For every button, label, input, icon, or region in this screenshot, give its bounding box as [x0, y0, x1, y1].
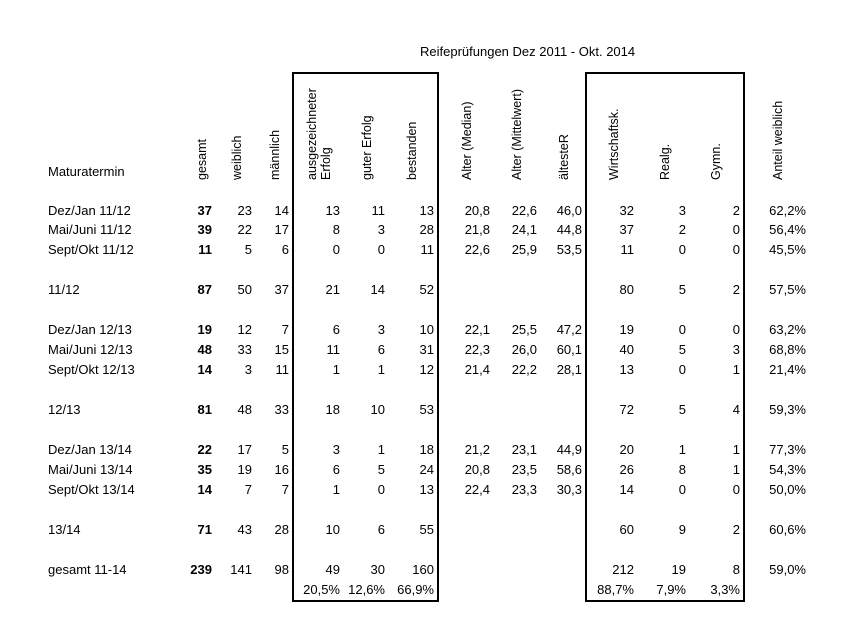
table-cell: 0: [732, 322, 740, 337]
table-cell: 13: [419, 482, 434, 497]
table-cell: 14: [370, 282, 385, 297]
table-cell: 17: [237, 442, 252, 457]
table-cell: 11: [620, 242, 634, 257]
header-weiblich: weiblich: [230, 135, 244, 180]
table-cell: 0: [678, 362, 686, 377]
table-cell: 5: [678, 282, 686, 297]
table-cell: 24: [419, 462, 434, 477]
table-cell: 53: [419, 402, 434, 417]
table-cell: 21,4: [464, 362, 490, 377]
table-cell: 87: [197, 282, 212, 297]
table-cell: 32: [619, 203, 634, 218]
row-label: 11/12: [48, 282, 80, 297]
table-cell: 21: [325, 282, 340, 297]
table-cell: 6: [281, 242, 289, 257]
table-cell: 53,5: [556, 242, 582, 257]
table-cell: 14: [197, 482, 212, 497]
row-label: Sept/Okt 13/14: [48, 482, 135, 497]
table-cell: 1: [732, 362, 740, 377]
table-cell: 19: [237, 462, 252, 477]
table-cell: 22,3: [464, 342, 490, 357]
table-cell: 19: [619, 322, 634, 337]
row-label: Mai/Juni 13/14: [48, 462, 133, 477]
table-cell: 13: [619, 362, 634, 377]
table-cell: 39: [197, 222, 212, 237]
table-cell: 80: [619, 282, 634, 297]
table-cell: 2: [678, 222, 686, 237]
table-cell: 14: [197, 362, 212, 377]
table-cell: 239: [190, 562, 212, 577]
table-cell: 24,1: [511, 222, 537, 237]
table-cell: 1: [732, 442, 740, 457]
table-cell: 26: [619, 462, 634, 477]
table-cell: 4: [732, 402, 740, 417]
table-cell: 1: [678, 442, 686, 457]
table-cell: 55: [419, 522, 434, 537]
table-cell: 1: [377, 362, 385, 377]
table-cell: 11: [326, 342, 340, 357]
table-cell: 68,8%: [769, 342, 806, 357]
table-cell: 22: [197, 442, 212, 457]
header-wirtschaft: Wirtschaftsk.: [607, 108, 621, 180]
table-cell: 17: [274, 222, 289, 237]
table-cell: 22,6: [464, 242, 490, 257]
table-cell: 13: [419, 203, 434, 218]
header-maturatermin: Maturatermin: [48, 164, 125, 179]
table-cell: 6: [332, 322, 340, 337]
table-cell: 3: [678, 203, 686, 218]
table-cell: 20: [619, 442, 634, 457]
table-cell: 15: [274, 342, 289, 357]
table-cell: 160: [412, 562, 434, 577]
table-cell: 59,3%: [769, 402, 806, 417]
table-cell: 2: [732, 203, 740, 218]
table-cell: 60: [619, 522, 634, 537]
table-cell: 2: [732, 282, 740, 297]
percent-cell-gymn: 3,3%: [710, 582, 740, 597]
table-cell: 0: [678, 242, 686, 257]
table-cell: 3: [377, 222, 385, 237]
table-cell: 30: [370, 562, 385, 577]
table-cell: 37: [197, 203, 212, 218]
table-cell: 22,6: [511, 203, 537, 218]
table-cell: 98: [274, 562, 289, 577]
table-cell: 18: [325, 402, 340, 417]
table-cell: 44,8: [556, 222, 582, 237]
table-cell: 1: [732, 462, 740, 477]
table-cell: 5: [281, 442, 289, 457]
percent-cell-bestanden: 66,9%: [397, 582, 434, 597]
row-label: Mai/Juni 12/13: [48, 342, 133, 357]
header-ausgezeichnet: ausgezeichneter Erfolg: [305, 88, 333, 180]
table-cell: 9: [678, 522, 686, 537]
table-cell: 5: [244, 242, 252, 257]
table-cell: 20,8: [464, 462, 490, 477]
table-title: Reifeprüfungen Dez 2011 - Okt. 2014: [420, 44, 636, 59]
table-cell: 16: [274, 462, 289, 477]
table-cell: 14: [274, 203, 289, 218]
table-cell: 8: [332, 222, 340, 237]
table-cell: 28: [419, 222, 434, 237]
table-cell: 23: [237, 203, 252, 218]
table-cell: 22,4: [464, 482, 490, 497]
table-cell: 5: [678, 402, 686, 417]
header-anteil: Anteil weiblich: [771, 100, 785, 180]
table-cell: 62,2%: [769, 203, 806, 218]
table-cell: 72: [619, 402, 634, 417]
percent-cell-guter: 12,6%: [348, 582, 385, 597]
row-label: 13/14: [48, 522, 81, 537]
header-alter_median: Alter (Median): [460, 101, 474, 180]
table-cell: 7: [244, 482, 252, 497]
table-cell: 10: [325, 522, 340, 537]
table-cell: 40: [619, 342, 634, 357]
table-cell: 0: [377, 482, 385, 497]
table-cell: 57,5%: [769, 282, 806, 297]
table-cell: 10: [419, 322, 434, 337]
table-cell: 3: [732, 342, 740, 357]
table-cell: 35: [197, 462, 212, 477]
table-cell: 21,2: [464, 442, 490, 457]
table-cell: 141: [230, 562, 252, 577]
header-gymn: Gymn.: [709, 143, 723, 180]
table-cell: 0: [732, 482, 740, 497]
table-cell: 59,0%: [769, 562, 806, 577]
table-cell: 7: [281, 322, 289, 337]
table-cell: 3: [377, 322, 385, 337]
header-realg: Realg.: [658, 143, 672, 180]
table-cell: 0: [678, 482, 686, 497]
table-cell: 60,6%: [769, 522, 806, 537]
table-cell: 2: [732, 522, 740, 537]
table-cell: 45,5%: [769, 242, 806, 257]
header-bestanden: bestanden: [405, 121, 419, 180]
table-cell: 28,1: [556, 362, 582, 377]
table-cell: 20,8: [464, 203, 490, 218]
row-label: Sept/Okt 12/13: [48, 362, 135, 377]
table-cell: 21,4%: [769, 362, 806, 377]
table-cell: 14: [619, 482, 634, 497]
table-cell: 71: [197, 522, 212, 537]
table-cell: 11: [198, 242, 212, 257]
table-cell: 22,2: [511, 362, 537, 377]
row-label: Dez/Jan 11/12: [48, 203, 131, 218]
row-label: Dez/Jan 12/13: [48, 322, 132, 337]
table-cell: 13: [325, 203, 340, 218]
table-cell: 19: [671, 562, 686, 577]
header-aeltester: ältesteR: [557, 134, 571, 180]
table-cell: 58,6: [556, 462, 582, 477]
table-cell: 52: [419, 282, 434, 297]
table-cell: 22,1: [464, 322, 490, 337]
row-label: gesamt 11-14: [48, 562, 127, 577]
table-cell: 5: [377, 462, 385, 477]
table-cell: 28: [274, 522, 289, 537]
table-cell: 12: [237, 322, 252, 337]
table-cell: 37: [274, 282, 289, 297]
table-cell: 1: [377, 442, 385, 457]
table-cell: 77,3%: [769, 442, 806, 457]
table-cell: 56,4%: [769, 222, 806, 237]
table-cell: 54,3%: [769, 462, 806, 477]
table-cell: 47,2: [556, 322, 582, 337]
table-cell: 11: [420, 242, 434, 257]
table-cell: 0: [377, 242, 385, 257]
table-cell: 12: [419, 362, 434, 377]
table-cell: 5: [678, 342, 686, 357]
row-label: Dez/Jan 13/14: [48, 442, 132, 457]
table-cell: 8: [678, 462, 686, 477]
table-cell: 19: [197, 322, 212, 337]
table-cell: 33: [237, 342, 252, 357]
table-cell: 18: [419, 442, 434, 457]
table-cell: 7: [281, 482, 289, 497]
table-cell: 60,1: [556, 342, 582, 357]
table-cell: 30,3: [556, 482, 582, 497]
percent-cell-wirtschaft: 88,7%: [597, 582, 634, 597]
table-cell: 25,9: [511, 242, 537, 257]
table-cell: 0: [678, 322, 686, 337]
table-cell: 33: [274, 402, 289, 417]
table-cell: 50,0%: [769, 482, 806, 497]
table-cell: 1: [332, 482, 340, 497]
table-cell: 25,5: [511, 322, 537, 337]
table-cell: 63,2%: [769, 322, 806, 337]
percent-cell-realg: 7,9%: [656, 582, 686, 597]
table-cell: 0: [332, 242, 340, 257]
table-cell: 212: [612, 562, 634, 577]
table-cell: 8: [732, 562, 740, 577]
table-cell: 6: [377, 342, 385, 357]
table-cell: 3: [244, 362, 252, 377]
table-cell: 11: [371, 203, 385, 218]
table-cell: 22: [237, 222, 252, 237]
row-label: Mai/Juni 11/12: [48, 222, 132, 237]
table-cell: 50: [237, 282, 252, 297]
row-label: 12/13: [48, 402, 81, 417]
table-cell: 6: [377, 522, 385, 537]
table-cell: 6: [332, 462, 340, 477]
percent-cell-ausgezeichnet: 20,5%: [303, 582, 340, 597]
table-cell: 23,5: [511, 462, 537, 477]
table-cell: 44,9: [556, 442, 582, 457]
table-cell: 0: [732, 222, 740, 237]
row-label: Sept/Okt 11/12: [48, 242, 134, 257]
header-maennlich: männlich: [268, 129, 282, 180]
table-cell: 10: [370, 402, 385, 417]
table-cell: 11: [275, 362, 289, 377]
table-cell: 43: [237, 522, 252, 537]
table-cell: 0: [732, 242, 740, 257]
table-cell: 23,3: [511, 482, 537, 497]
header-guter: guter Erfolg: [360, 115, 374, 180]
table-cell: 3: [332, 442, 340, 457]
table-cell: 48: [197, 342, 212, 357]
table-cell: 81: [197, 402, 212, 417]
table-cell: 49: [325, 562, 340, 577]
header-gesamt: gesamt: [195, 139, 209, 180]
header-alter_mittel: Alter (Mittelwert): [510, 89, 524, 180]
table-cell: 1: [332, 362, 340, 377]
table-cell: 31: [419, 342, 434, 357]
table-cell: 37: [619, 222, 634, 237]
table-cell: 23,1: [511, 442, 537, 457]
table-cell: 48: [237, 402, 252, 417]
table-cell: 26,0: [511, 342, 537, 357]
table-cell: 21,8: [464, 222, 490, 237]
table-cell: 46,0: [556, 203, 582, 218]
